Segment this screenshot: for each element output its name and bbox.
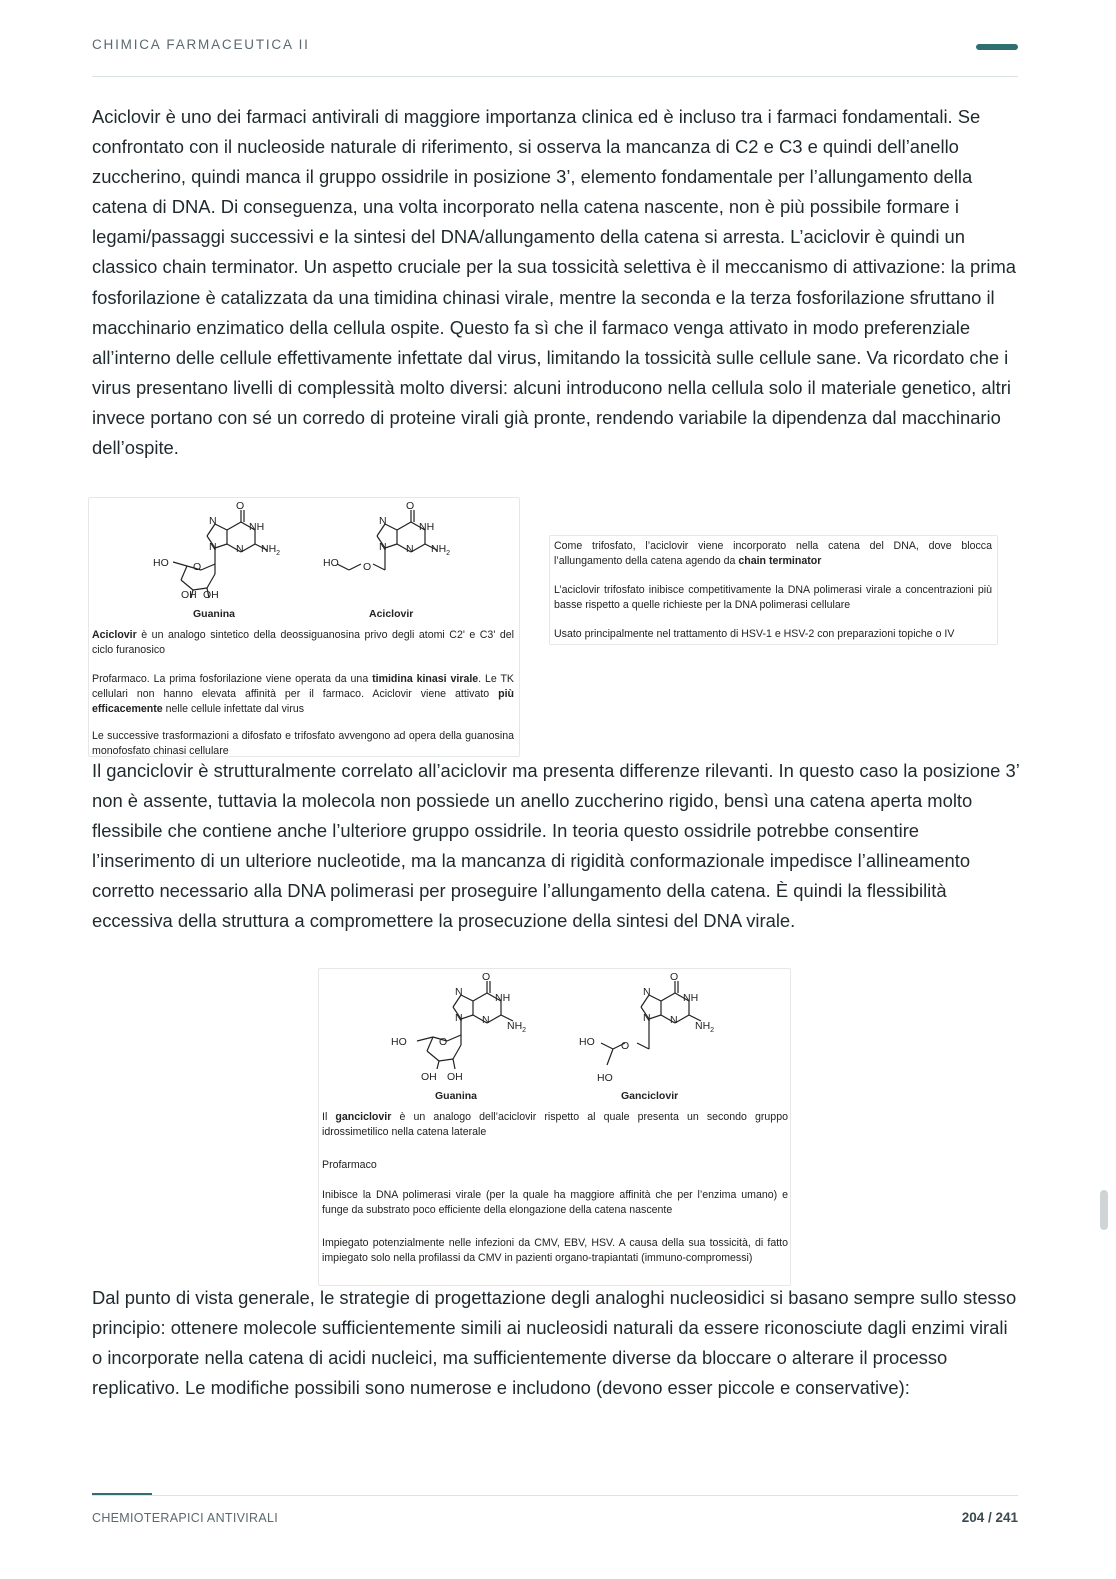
- aciclovir-ether-oxygen-label: O: [363, 561, 372, 573]
- ganciclovir-oxygen-label: O: [670, 971, 679, 983]
- guanine-nh-label: NH: [249, 521, 265, 533]
- ganciclovir-n7-label: N: [643, 986, 651, 998]
- figure2-caption-2: L’aciclovir trifosfato inibisce competitivamente la DNA polimerasi virale a concentrazioni più basse rispetto a quelle richieste per la DNA polimerasi cellulare: [554, 584, 992, 611]
- figure3-caption-1: [322, 1110, 788, 1140]
- aciclovir-n7-label: N: [379, 515, 387, 527]
- figure2-caption-1-a: Come trifosfato, l’aciclovir viene incorporato nella catena del DNA, dove blocca l’allungamento della catena agendo da: [554, 540, 992, 567]
- figure1-caption-2-e: nelle cellule infettate dal virus: [162, 702, 305, 715]
- ganciclovir-name: Ganciclovir: [621, 1090, 679, 1102]
- figure3-caption-2: Profarmaco: [322, 1159, 377, 1171]
- guanine-n7-label: N: [209, 515, 217, 527]
- header-accent-bar: [976, 44, 1018, 50]
- guanine-ring-oxygen-label: O: [193, 561, 202, 573]
- guanine2-nh-label: NH: [495, 992, 511, 1004]
- aciclovir-oxygen-label: O: [406, 500, 415, 512]
- guanine-nh2-label: [261, 543, 280, 557]
- guanine2-n7-label: N: [455, 986, 463, 998]
- guanine-oh1-label: OH: [181, 589, 197, 601]
- guanine2-n3-label: N: [482, 1014, 490, 1026]
- guanine2-nh2-label: [507, 1020, 526, 1034]
- guanine2-oh2-label: OH: [447, 1071, 463, 1083]
- ganciclovir-ho2-label: HO: [597, 1072, 613, 1084]
- guanine-name: Guanina: [193, 608, 236, 620]
- ganciclovir-nh2-sub: 2: [710, 1027, 715, 1034]
- guanine-n3-label: N: [236, 543, 244, 555]
- ganciclovir-ho1-label: HO: [579, 1036, 595, 1048]
- guanine2-n9-label: N: [455, 1012, 463, 1024]
- aciclovir-n3-label: N: [406, 543, 414, 555]
- guanine-oh2-label: OH: [203, 589, 219, 601]
- footer-accent-bar: [92, 1493, 152, 1495]
- guanine2-oxygen-label: O: [482, 971, 491, 983]
- aciclovir-n9-label: N: [379, 541, 387, 553]
- ganciclovir-n3-label: N: [670, 1014, 678, 1026]
- figure3-caption-3: Inibisce la DNA polimerasi virale (per la quale ha maggiore affinità che per l’enzima umano) e funge da substrato poco efficiente della elongazione della catena nascente: [322, 1189, 788, 1216]
- aciclovir-nh2-main: NH: [431, 543, 447, 555]
- guanine2-ring-oxygen-label: O: [439, 1036, 448, 1048]
- guanine2-name: Guanina: [435, 1090, 478, 1102]
- aciclovir-nh2-sub: 2: [446, 550, 451, 557]
- footer-section-title: CHEMIOTERAPICI ANTIVIRALI: [92, 1511, 279, 1525]
- paragraph-aciclovir: Aciclovir è uno dei farmaci antivirali di maggiore importanza clinica ed è incluso tra i farmaci fondamentali. Se confrontato con il nucleoside naturale di riferimento, si osserva la mancanza di C2 e C3 e quindi dell’anello zuccherino, quindi manca il gruppo ossidrile in posizione 3’, elemento fondamentale per l’allungamento della catena di DNA. Di conseguenza, una volta incorporato nella catena nascente, non è più possibile formare i legami/passaggi successivi e la sintesi del DNA/allungamento della catena si arresta. L’aciclovir è quindi un classico chain terminator. Un aspetto cruciale per la sua tossicità selettiva è il meccanismo di attivazione: la prima fosforilazione è catalizzata da una timidina chinasi virale, mentre la seconda e la terza fosforilazione sfruttano il macchinario enzimatico della cellula ospite. Questo fa sì che il farmaco venga attivato in modo preferenziale all’interno delle cellule effettivamente infettate dal virus, limitando la tossicità sulle cellule sane. Va ricordato che i virus presentano livelli di complessità molto diversi: alcuni introducono nella cellula solo il materiale genetico, altri invece portano con sé un corredo di proteine virali già pronte, rendendo variabile la dipendenza dal macchinario dell’ospite.: [92, 106, 1017, 459]
- footer-divider: [92, 1495, 1018, 1496]
- figure-aciclovir-structures: [88, 497, 520, 757]
- guanine2-oh1-label: OH: [421, 1071, 437, 1083]
- paragraph-ganciclovir: Il ganciclovir è strutturalmente correlato all’aciclovir ma presenta differenze rilevanti. In questo caso la posizione 3’ non è assente, tuttavia la molecola non possiede un anello zuccherino rigido, bensì una catena aperta molto flessibile che contiene anche l’ulteriore gruppo ossidrile. In teoria questo ossidrile potrebbe consentire l’inserimento di un ulteriore nucleotide, ma la mancanza di rigidità conformazionale impedisce l’allineamento corretto necessario alla DNA polimerasi per proseguire l’allungamento della catena. È quindi la flessibilità eccessiva della struttura a compromettere la prosecuzione della sintesi del DNA virale.: [92, 760, 1020, 932]
- guanine2-ho-label: HO: [391, 1036, 407, 1048]
- aciclovir-nh2-label: [431, 543, 450, 557]
- ganciclovir-nh2-label: [695, 1020, 714, 1034]
- guanine-nh2-main: NH: [261, 543, 277, 555]
- ganciclovir-nh2-main: NH: [695, 1020, 711, 1032]
- guanine-ho-label: HO: [153, 557, 169, 569]
- page-number: 204 / 241: [961, 1510, 1018, 1525]
- aciclovir-bonds: [337, 510, 437, 570]
- guanine-oxygen-label: O: [236, 500, 245, 512]
- ganciclovir-nh-label: NH: [683, 992, 699, 1004]
- figure1-caption-2-d: più efficacemente: [92, 687, 514, 715]
- guanine2-nh2-main: NH: [507, 1020, 523, 1032]
- aciclovir-nh-label: NH: [419, 521, 435, 533]
- ganciclovir-n9-label: N: [643, 1012, 651, 1024]
- figure1-caption-2: [92, 672, 514, 716]
- figure1-caption-3: Le successive trasformazioni a difosfato e trifosfato avvengono ad opera della guanosina monofosfato chinasi cellulare: [92, 730, 514, 757]
- ganciclovir-ether-oxygen-label: O: [621, 1040, 630, 1052]
- figure1-caption-2-c: . Le TK cellulari non hanno elevata affinità per il farmaco. Aciclovir viene attivato: [92, 673, 514, 700]
- figure3-caption-1-c: è un analogo dell’aciclovir rispetto al quale presenta un secondo gruppo idrossimetilico nella catena laterale: [322, 1111, 788, 1138]
- scrollbar-handle[interactable]: [1100, 1190, 1108, 1230]
- figure2-caption-3: Usato principalmente nel trattamento di HSV-1 e HSV-2 con preparazioni topiche o IV: [554, 628, 955, 640]
- aciclovir-name: Aciclovir: [369, 608, 414, 620]
- figure1-caption-1-text: è un analogo sintetico della deossiguanosina privo degli atomi C2' e C3' del ciclo furanosico: [92, 629, 514, 656]
- header-divider: [92, 76, 1018, 77]
- guanine2-nh2-sub: 2: [522, 1027, 527, 1034]
- figure3-caption-4: Impiegato potenzialmente nelle infezioni da CMV, EBV, HSV. A causa della sua tossicità, di fatto impiegato solo nella profilassi da CMV in pazienti organo-trapiantati (immuno-compromessi): [322, 1237, 788, 1264]
- figure1-caption-1-bold: Aciclovir: [92, 629, 137, 641]
- aciclovir-ho-label: HO: [323, 557, 339, 569]
- figure-aciclovir-notes: [549, 535, 998, 645]
- figure2-caption-1: [554, 539, 992, 569]
- figure3-caption-1-b: ganciclovir: [335, 1111, 392, 1123]
- guanine-n9-label: N: [209, 541, 217, 553]
- figure1-caption-2-a: Profarmaco. La prima fosforilazione viene operata da una: [92, 673, 373, 685]
- figure1-caption-2-b: timidina kinasi virale: [372, 673, 479, 685]
- aciclovir-structures-drawing: [89, 498, 521, 628]
- ganciclovir-structures-drawing: [319, 969, 792, 1109]
- figure1-caption-1: [92, 628, 514, 658]
- paragraph-design-strategies: Dal punto di vista generale, le strategie di progettazione degli analoghi nucleosidici si basano sempre sullo stesso principio: ottenere molecole sufficientemente simili ai nucleosidi naturali da essere riconosciute dagli enzimi virali o incorporate nella catena di acidi nucleici, ma sufficientemente diverse da bloccare o alterare il processo replicativo. Le modifiche possibili sono numerose e includono (devono esser piccole e conservative):: [92, 1287, 1017, 1399]
- figure-ganciclovir-structures: [318, 968, 791, 1286]
- figure2-caption-1-b: chain terminator: [738, 554, 822, 567]
- figure3-caption-1-a: Il: [322, 1111, 336, 1123]
- guanine-nh2-sub: 2: [276, 550, 281, 557]
- header-title: CHIMICA FARMACEUTICA II: [92, 37, 310, 52]
